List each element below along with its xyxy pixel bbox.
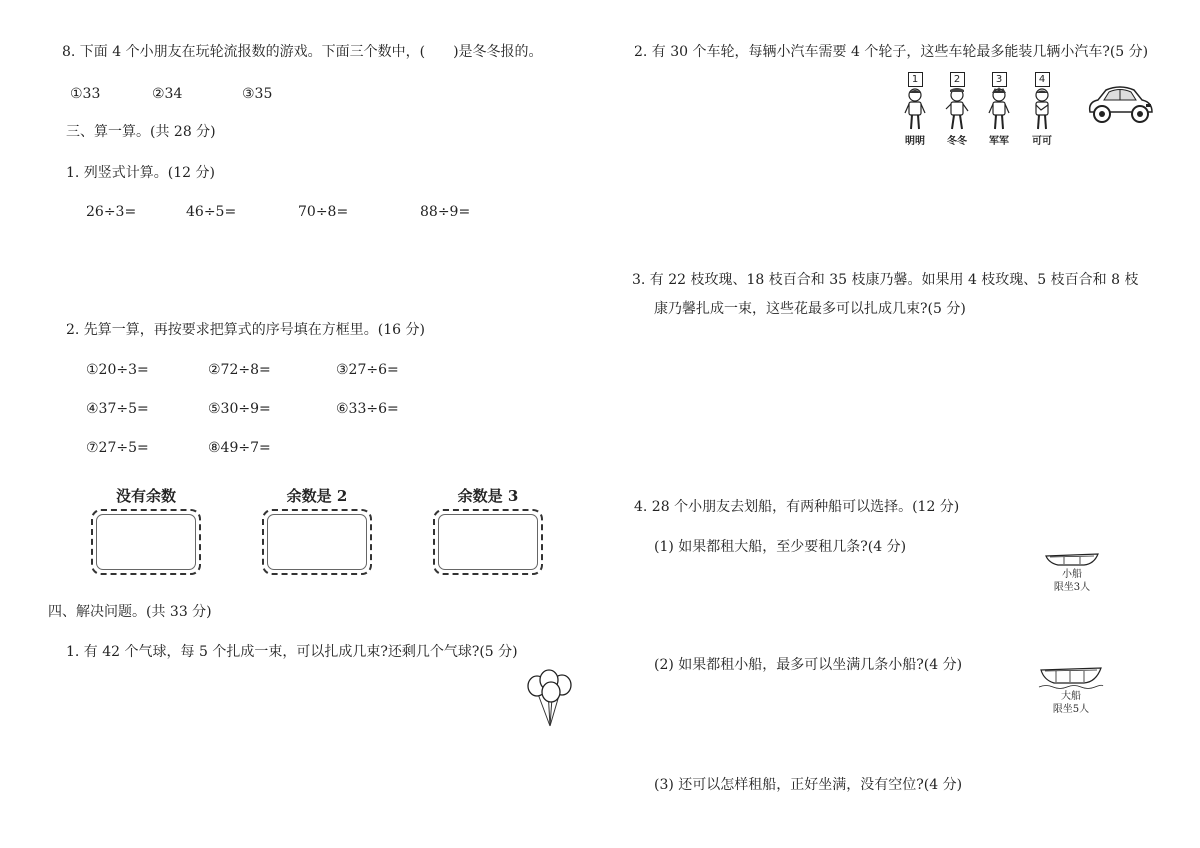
kid-name: 冬冬 [947, 136, 967, 147]
kid-figure [1027, 72, 1057, 147]
kid-icon [942, 87, 972, 131]
kid-figure [984, 72, 1014, 147]
kid-number: 3 [992, 72, 1007, 87]
calc-row [86, 441, 271, 455]
q8-text: 8. 下面 4 个小朋友在玩轮流报数的游戏。下面三个数中，( )是冬冬报的。 [62, 44, 543, 60]
kid-icon [900, 87, 930, 131]
answer-box-remainder-3[interactable] [433, 509, 543, 575]
calc-item: 70÷8= [298, 204, 349, 220]
box-label-no-remainder: 没有余数 [115, 487, 176, 505]
big-boat-figure [1036, 662, 1106, 716]
calc-item: ⑧49÷7= [208, 440, 271, 456]
calc-row [86, 402, 399, 416]
calc-item: ⑥33÷6= [336, 401, 399, 417]
calc-item: ④37÷5= [86, 401, 149, 417]
kid-icon [1027, 87, 1057, 131]
section4-q1-text: 1. 有 42 个气球，每 5 个扎成一束，可以扎成几束?还剩几个气球?(5 分) [66, 644, 518, 660]
q8-option: ①33 [70, 86, 101, 102]
kid-name: 军军 [989, 136, 1009, 147]
calc-item: ①20÷3= [86, 362, 149, 378]
calc-item: 46÷5= [186, 204, 237, 220]
big-boat-limit: 限坐5人 [1052, 704, 1090, 715]
q2-text: 2. 有 30 个车轮，每辆小汽车需要 4 个轮子，这些车轮最多能装几辆小汽车?(5 分) [634, 44, 1149, 60]
kid-icon [984, 87, 1014, 131]
box-label-remainder-2: 余数是 2 [286, 487, 348, 505]
vertical-calc-items [86, 205, 470, 219]
section4-heading: 四、解决问题。(共 33 分) [48, 604, 212, 620]
q3-line1: 3. 有 22 枝玫瑰、18 枝百合和 35 枝康乃馨。如果用 4 枝玫瑰、5 枝百合和 8 枝 [632, 272, 1139, 288]
calc-item: ⑦27÷5= [86, 440, 149, 456]
answer-box-no-remainder[interactable] [91, 509, 201, 575]
answer-box-remainder-2[interactable] [262, 509, 372, 575]
q4-sub3: (3) 还可以怎样租船，正好坐满，没有空位?(4 分) [654, 777, 963, 793]
big-boat-name: 大船 [1061, 691, 1081, 702]
q8-options [70, 87, 272, 101]
q4-sub2: (2) 如果都租小船，最多可以坐满几条小船?(4 分) [654, 657, 963, 673]
kid-figure [942, 72, 972, 147]
q4-text: 4. 28 个小朋友去划船，有两种船可以选择。(12 分) [634, 499, 960, 515]
calc-item: ②72÷8= [208, 362, 271, 378]
section3-heading: 三、算一算。(共 28 分) [66, 124, 216, 140]
calc-item: ⑤30÷9= [208, 401, 271, 417]
small-boat-figure [1040, 550, 1104, 594]
small-boat-icon [1044, 550, 1100, 568]
calc-item: 88÷9= [420, 204, 471, 220]
car-illustration [1084, 82, 1156, 128]
q4-sub1: (1) 如果都租大船，至少要租几条?(4 分) [654, 539, 907, 555]
balloons-illustration [524, 668, 576, 728]
q8-option: ③35 [242, 86, 273, 102]
kid-figure [900, 72, 930, 147]
calc-row [86, 363, 399, 377]
kid-number: 2 [950, 72, 965, 87]
kid-number: 4 [1035, 72, 1050, 87]
section3-p2-title: 2. 先算一算，再按要求把算式的序号填在方框里。(16 分) [66, 322, 425, 338]
calc-item: 26÷3= [86, 204, 137, 220]
kid-name: 可可 [1032, 136, 1052, 147]
small-boat-name: 小船 [1062, 569, 1082, 580]
small-boat-limit: 限坐3人 [1053, 582, 1091, 593]
q8-option: ②34 [152, 86, 183, 102]
kid-name: 明明 [905, 136, 925, 147]
box-label-remainder-3: 余数是 3 [457, 487, 519, 505]
q3-line2: 康乃馨扎成一束，这些花最多可以扎成几束?(5 分) [654, 301, 966, 317]
section3-p1-title: 1. 列竖式计算。(12 分) [66, 165, 215, 181]
big-boat-icon [1038, 662, 1104, 690]
kid-number: 1 [908, 72, 923, 87]
calc-item: ③27÷6= [336, 362, 399, 378]
